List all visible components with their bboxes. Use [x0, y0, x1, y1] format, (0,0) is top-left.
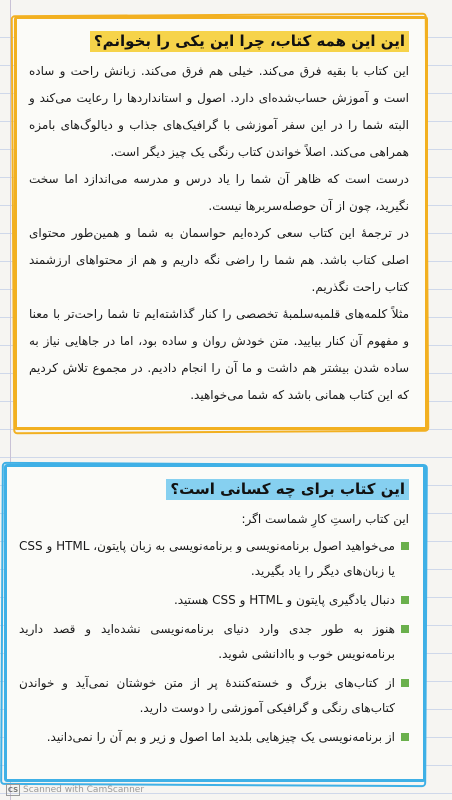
- green-square-bullet-icon: [401, 679, 409, 687]
- watermark-text: Scanned with CamScanner: [23, 785, 145, 795]
- section1-paragraph-1: این کتاب با بقیه فرق می‌کند. خیلی هم فرق می‌کند. زبانش راحت و ساده است و آموزش حساب‌شده‌ای دارد. اصول و استانداردها را رعایت می‌کند و البته شما را در این سفر آموزشی با گرافیک‌های جذاب و دیالوگ‌های بامزه همراهی می‌کند. اصلاً خواندن کتاب رنگی یک چیز دیگر است.: [29, 64, 409, 159]
- section1-paragraph-2: درست است که ظاهر آن شما را یاد درس و مدرسه می‌اندازد اما سخت نگیرید، چون از آن حوصله‌سربرها نیست.: [29, 172, 409, 213]
- green-square-bullet-icon: [401, 733, 409, 741]
- green-square-bullet-icon: [401, 625, 409, 633]
- section2-title: این کتاب برای چه کسانی است؟: [166, 479, 409, 500]
- list-item-text: هنوز به طور جدی وارد دنیای برنامه‌نویسی نشده‌اید و قصد دارید برنامه‌نویس خوب و باادانشی شوید.: [19, 622, 395, 661]
- list-item-text: می‌خواهید اصول برنامه‌نویسی و برنامه‌نویسی به زبان پایتون، HTML و CSS یا زبان‌های دیگر را یاد بگیرید.: [19, 539, 395, 578]
- list-item: [19, 725, 409, 750]
- list-item-text: دنبال یادگیری پایتون و HTML و CSS هستید.: [173, 593, 395, 607]
- list-item-text: از برنامه‌نویسی یک چیزهایی بلدید اما اصول و زیر و بم آن را نمی‌دانید.: [46, 730, 395, 744]
- why-this-book-box: [14, 16, 428, 430]
- section1-paragraph-3: در ترجمهٔ این کتاب سعی کرده‌ایم حواسمان به شما و همین‌طور محتوای اصلی کتاب باشد. هم شما را راضی نگه داریم و هم از محتواهای ارزشمند کتاب راحت نگذریم.: [29, 226, 409, 294]
- who-is-this-for-box: [4, 464, 426, 782]
- section2-lead: این کتاب راستِ کارِ شماست اگر:: [241, 512, 409, 526]
- scanner-watermark: [6, 784, 144, 796]
- section1-paragraph-4: مثلاً کلمه‌های قلمبه‌سلمبهٔ تخصصی را کنار گذاشته‌ایم تا شما راحت‌تر با معنا و مفهوم آن کنار بیایید. متن خودش روان و ساده بود، اما در جاهایی نیاز به ساده شدن بیشتر هم داشت و ما آن را انجام دادیم. در مجموع تلاش کردیم که این کتاب همانی باشد که شما می‌خواهید.: [29, 307, 409, 402]
- green-square-bullet-icon: [401, 596, 409, 604]
- list-item: [19, 671, 409, 721]
- camscanner-logo-icon: CS: [7, 786, 19, 794]
- list-item: [19, 617, 409, 667]
- list-item: [19, 588, 409, 613]
- list-item: [19, 534, 409, 584]
- list-item-text: از کتاب‌های بزرگ و خسته‌کنندهٔ پر از متن خوشتان نمی‌آید و خواندن کتاب‌های رنگی و گرافیکی آموزشی را دوست دارید.: [19, 676, 395, 715]
- green-square-bullet-icon: [401, 542, 409, 550]
- section1-title: این این همه کتاب، چرا این یکی را بخوانم؟: [90, 31, 409, 52]
